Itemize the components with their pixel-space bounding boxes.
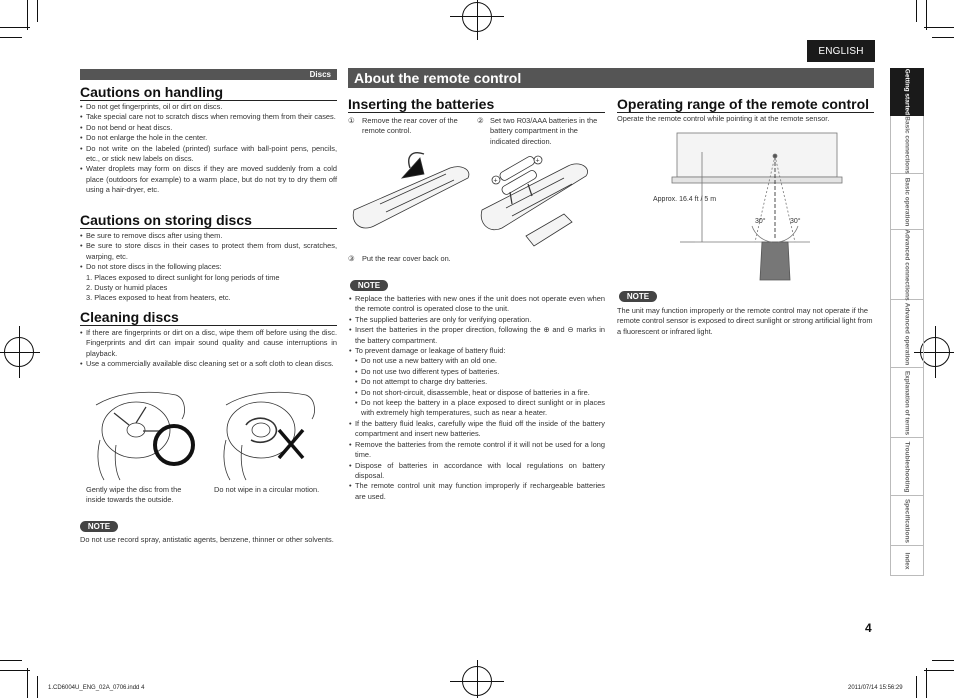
caption-wipe-ok: Gently wipe the disc from the inside towards the outside. xyxy=(86,485,182,505)
list-item: • The remote control unit may function improperly if rechargeable batteries are used. xyxy=(349,481,605,502)
list-item: 1. Places exposed to direct sunlight for long periods of time xyxy=(86,272,280,282)
note-badge: NOTE xyxy=(619,291,657,302)
angle-right-label: 30° xyxy=(790,218,801,225)
crop-mark xyxy=(0,670,30,671)
list-item: 3. Places exposed to heat from heaters, etc. xyxy=(86,293,231,303)
list-item: • The supplied batteries are only for verifying operation. xyxy=(349,315,605,325)
crop-mark xyxy=(37,676,38,698)
registration-line xyxy=(477,660,478,698)
crop-mark xyxy=(926,0,927,30)
registration-line xyxy=(935,326,936,378)
step-2-text: Set two R03/AAA batteries in the battery compartment in the indicated direction. xyxy=(490,116,598,146)
tab-explanation-of-terms[interactable] xyxy=(890,368,924,438)
tab-index[interactable] xyxy=(890,546,924,576)
list-item: • Do not bend or heat discs. xyxy=(80,123,337,133)
note-badge: NOTE xyxy=(80,521,118,532)
battery-insertion-illustration xyxy=(350,148,608,248)
page-number: 4 xyxy=(865,621,872,635)
tab-basic-operation[interactable] xyxy=(890,174,924,230)
step-3-number: ③ xyxy=(348,254,355,263)
tab-label: Explanation of terms xyxy=(903,370,911,435)
registration-line xyxy=(0,352,40,353)
angle-left-label: 30° xyxy=(755,218,766,225)
note-badge: NOTE xyxy=(350,280,388,291)
tab-troubleshooting[interactable] xyxy=(890,438,924,496)
list-item: • Dispose of batteries in accordance with local regulations on battery disposal. xyxy=(349,461,605,482)
list-item: • Be sure to store discs in their cases to protect them from dust, scratches, warping, etc. xyxy=(80,241,337,262)
cleaning-list xyxy=(80,328,337,370)
crop-mark xyxy=(0,660,22,661)
crop-mark xyxy=(0,37,22,38)
list-item: • Insert the batteries in the proper direction, following the ⊕ and ⊖ marks in the battery compartment. xyxy=(349,325,605,346)
crop-mark xyxy=(27,668,28,698)
crop-mark xyxy=(0,27,30,28)
registration-line xyxy=(477,0,478,40)
operating-range-intro: Operate the remote control while pointing it at the remote sensor. xyxy=(617,114,830,123)
list-item: • Do not store discs in the following places: xyxy=(80,262,337,272)
tab-label: Index xyxy=(903,552,911,569)
list-item: • Do not use a new battery with an old one. xyxy=(349,356,605,366)
list-item: • If there are fingerprints or dirt on a disc, wipe them off before using the disc. Fingerprints and dirt can impair sound quality and cause interruptions in playback. xyxy=(80,328,337,359)
tab-label: Basic connections xyxy=(903,115,911,174)
disc-cleaning-illustration xyxy=(86,385,336,485)
tab-basic-connections[interactable] xyxy=(890,116,924,174)
list-item: • Do not keep the battery in a place exposed to direct sunlight or in places with extremely high temperatures, such as near a heater. xyxy=(349,398,605,419)
cautions-handling-heading: Cautions on handling xyxy=(80,84,337,101)
crop-mark xyxy=(916,0,917,22)
list-item: • Do not short-circuit, disassemble, heat or dispose of batteries in a fire. xyxy=(349,388,605,398)
list-item: • Use a commercially available disc cleaning set or a soft cloth to clean discs. xyxy=(80,359,337,369)
caption-wipe-ng: Do not wipe in a circular motion. xyxy=(214,485,320,494)
registration-line xyxy=(19,326,20,378)
remote-range-diagram xyxy=(650,130,850,285)
battery-notes-list xyxy=(349,294,605,502)
crop-mark xyxy=(924,27,954,28)
crop-mark xyxy=(27,0,28,30)
tab-advanced-connections[interactable] xyxy=(890,230,924,300)
cleaning-note-text: Do not use record spray, antistatic agents, benzene, thinner or other solvents. xyxy=(80,535,334,544)
footer-file: 1.CD6004U_ENG_02A_0706.indd 4 xyxy=(48,685,145,691)
operating-range-note: The unit may function improperly or the remote control may not operate if the remote control sensor is exposed to direct sunlight or strong artificial light from a fluorescent or infrared light. xyxy=(617,306,873,336)
list-item: • Do not get fingerprints, oil or dirt on discs. xyxy=(80,102,337,112)
list-item: • Do not attempt to charge dry batteries. xyxy=(349,377,605,387)
step-1-text: Remove the rear cover of the remote control. xyxy=(362,116,458,136)
operating-range-heading: Operating range of the remote control xyxy=(617,96,874,113)
list-item: 2. Dusty or humid places xyxy=(86,283,168,293)
list-item: • Do not write on the labeled (printed) surface with ball-point pens, pencils, etc., or stick new labels on discs. xyxy=(80,144,337,165)
crop-mark xyxy=(37,0,38,22)
crop-mark xyxy=(916,676,917,698)
list-item: • Do not enlarge the hole in the center. xyxy=(80,133,337,143)
step-1-number: ① xyxy=(348,116,355,125)
list-item: • Replace the batteries with new ones if the unit does not operate even when the remote control is operated close to the unit. xyxy=(349,294,605,315)
tab-label: Specifications xyxy=(903,498,911,543)
cleaning-heading: Cleaning discs xyxy=(80,309,337,326)
list-item: • Water droplets may form on discs if they are moved suddenly from a cold place (outdoors for example) to a warm place, but do not try to dry them off using a hair-dryer, etc. xyxy=(80,164,337,195)
cautions-handling-list xyxy=(80,102,337,196)
list-item: • Remove the batteries from the remote control if it will not be used for a long time. xyxy=(349,440,605,461)
inserting-batteries-heading: Inserting the batteries xyxy=(348,96,605,113)
remote-section-title: About the remote control xyxy=(348,68,874,88)
step-2-number: ② xyxy=(477,116,484,125)
list-item: • If the battery fluid leaks, carefully wipe the fluid off the inside of the battery compartment and insert new batteries. xyxy=(349,419,605,440)
list-item: • Take special care not to scratch discs when removing them from their cases. xyxy=(80,112,337,122)
language-badge: ENGLISH xyxy=(807,40,875,62)
range-distance-label: Approx. 16.4 ft / 5 m xyxy=(653,196,717,203)
crop-mark xyxy=(926,668,927,698)
footer-date: 2011/07/14 15:56:29 xyxy=(848,685,903,691)
crop-mark xyxy=(932,37,954,38)
cautions-storing-heading: Cautions on storing discs xyxy=(80,212,337,229)
tab-label: Advanced operation xyxy=(903,302,911,365)
tab-specifications[interactable] xyxy=(890,496,924,546)
svg-text:+: + xyxy=(493,177,498,185)
list-item: • Do not use two different types of batteries. xyxy=(349,367,605,377)
crop-mark xyxy=(932,660,954,661)
tab-label: Basic operation xyxy=(903,177,911,226)
tab-label: Getting started xyxy=(903,68,911,116)
svg-text:+: + xyxy=(535,157,540,165)
tab-advanced-operation[interactable] xyxy=(890,300,924,368)
list-item: • Be sure to remove discs after using them. xyxy=(80,231,337,241)
tab-getting-started[interactable] xyxy=(890,68,924,116)
list-item: • To prevent damage or leakage of battery fluid: xyxy=(349,346,605,356)
discs-header-bar: Discs xyxy=(80,69,337,80)
cautions-storing-list xyxy=(80,231,337,304)
tab-label: Troubleshooting xyxy=(903,441,911,492)
step-3-text: Put the rear cover back on. xyxy=(362,254,451,263)
crop-mark xyxy=(924,670,954,671)
tab-label: Advanced connections xyxy=(903,228,911,301)
